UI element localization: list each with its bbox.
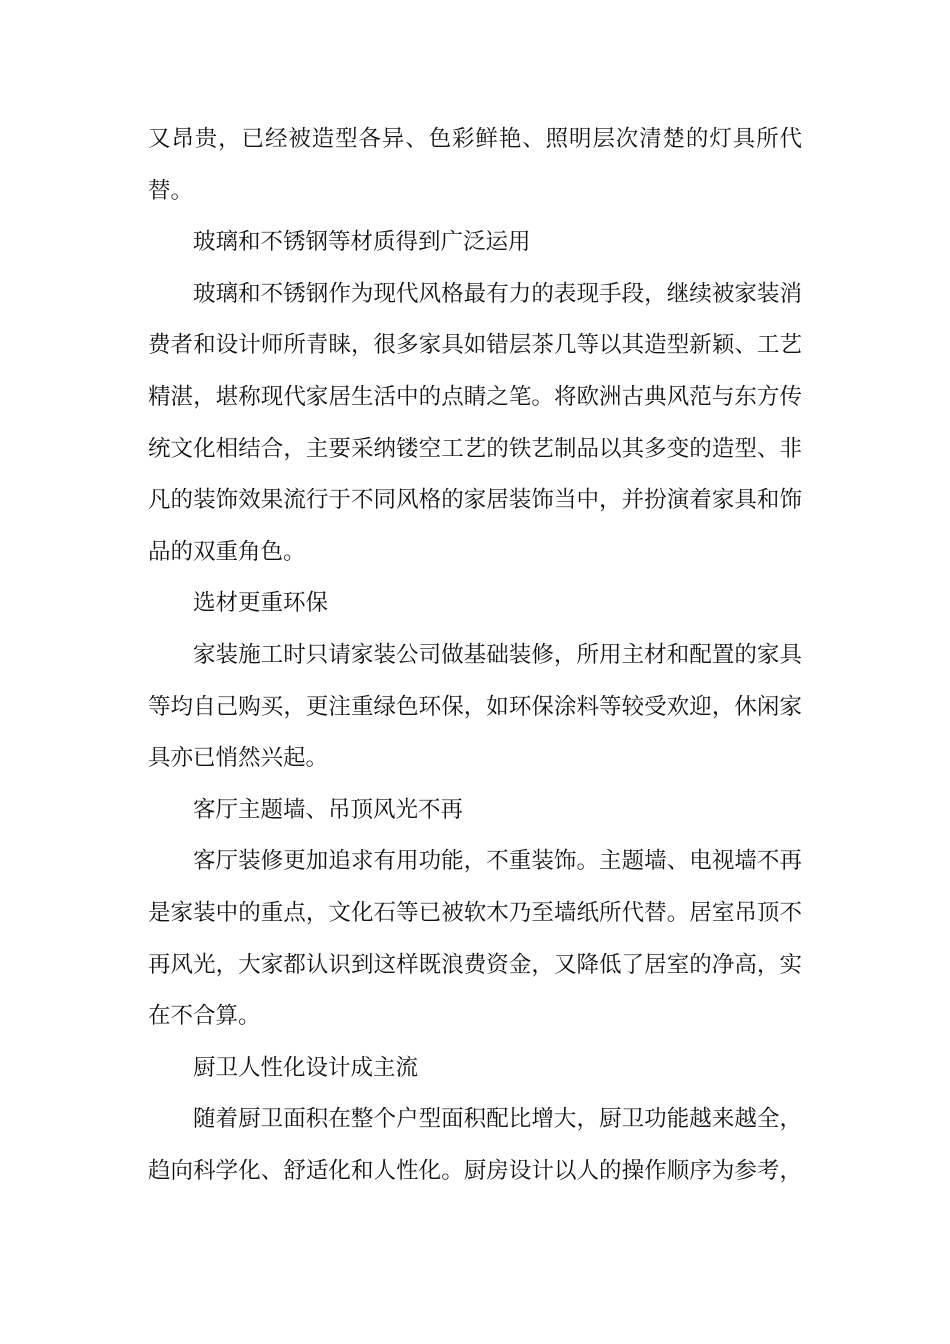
text-line: 统文化相结合，主要采纳镂空工艺的铁艺制品以其多变的造型、非 bbox=[148, 435, 802, 462]
section-heading: 玻璃和不锈钢等材质得到广泛运用 bbox=[193, 229, 531, 256]
text-line: 是家装中的重点，文化石等已被软木乃至墙纸所代替。居室吊顶不 bbox=[148, 899, 802, 926]
section-heading: 厨卫人性化设计成主流 bbox=[193, 1054, 419, 1081]
text-line: 品的双重角色。 bbox=[148, 538, 306, 565]
text-line: 趋向科学化、舒适化和人性化。厨房设计以人的操作顺序为参考， bbox=[148, 1157, 802, 1184]
text-line: 具亦已悄然兴起。 bbox=[148, 745, 329, 772]
text-line: 随着厨卫面积在整个户型面积配比增大，厨卫功能越来越全， bbox=[193, 1106, 802, 1133]
text-line: 家装施工时只请家装公司做基础装修，所用主材和配置的家具 bbox=[193, 641, 802, 668]
text-line: 精湛，堪称现代家居生活中的点睛之笔。将欧洲古典风范与东方传 bbox=[148, 383, 802, 410]
text-line: 费者和设计师所青睐，很多家具如错层茶几等以其造型新颖、工艺 bbox=[148, 332, 802, 359]
text-line: 玻璃和不锈钢作为现代风格最有力的表现手段，继续被家装消 bbox=[193, 280, 802, 307]
section-heading: 客厅主题墙、吊顶风光不再 bbox=[193, 796, 464, 823]
text-line: 再风光，大家都认识到这样既浪费资金，又降低了居室的净高，实 bbox=[148, 951, 802, 978]
text-line: 等均自己购买，更注重绿色环保，如环保涂料等较受欢迎，休闲家 bbox=[148, 693, 802, 720]
text-line: 客厅装修更加追求有用功能，不重装饰。主题墙、电视墙不再 bbox=[193, 848, 802, 875]
text-line: 凡的装饰效果流行于不同风格的家居装饰当中，并扮演着家具和饰 bbox=[148, 487, 802, 514]
text-line: 在不合算。 bbox=[148, 1003, 261, 1030]
section-heading: 选材更重环保 bbox=[193, 590, 329, 617]
text-line: 又昂贵，已经被造型各异、色彩鲜艳、照明层次清楚的灯具所代 bbox=[148, 126, 802, 152]
text-line: 替。 bbox=[148, 177, 194, 204]
body-text bbox=[148, 114, 802, 1197]
